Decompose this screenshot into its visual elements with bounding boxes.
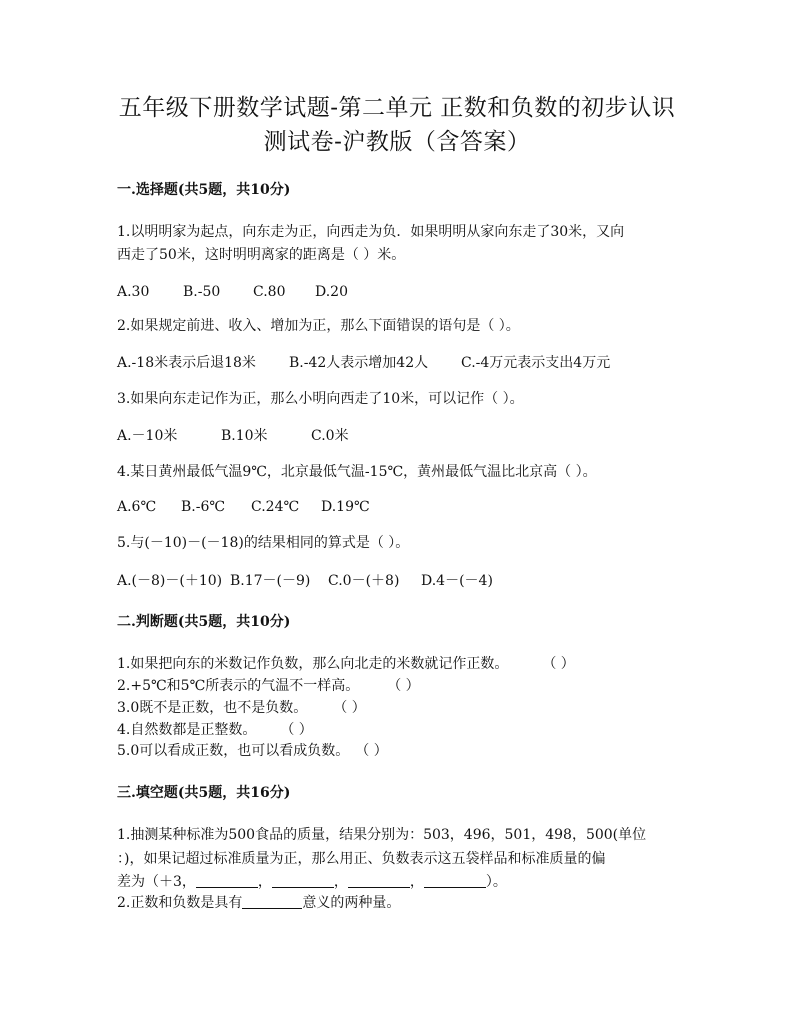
page-title-line-2: 测试卷-沪教版（含答案） [263, 129, 531, 155]
judge-q4-answer[interactable]: （ ） [280, 722, 313, 738]
option-b[interactable]: B.10米 [221, 428, 268, 444]
option-c[interactable]: C.0米 [311, 428, 349, 444]
option-b[interactable]: B.-6℃ [181, 499, 226, 515]
fill-q1-suffix: ）。 [485, 874, 507, 890]
option-c[interactable]: C.0－(＋8) [328, 573, 400, 589]
fill-q1-blank-3[interactable] [348, 873, 410, 888]
option-a[interactable]: A.6℃ [117, 499, 157, 515]
choice-q3-options [117, 426, 349, 446]
section-heading-judgement: 二.判断题(共5题，共10分) [117, 614, 291, 630]
fill-q1-blank-1[interactable] [196, 873, 258, 888]
option-a[interactable]: A.30 [117, 284, 150, 300]
option-d[interactable]: D.19℃ [321, 499, 370, 515]
judge-q5 [117, 741, 388, 761]
fill-q1-sep: ， [333, 874, 348, 890]
choice-q2-options [117, 353, 610, 373]
fill-q1-line3 [117, 872, 507, 892]
option-a[interactable]: A.－10米 [117, 428, 178, 444]
judge-q5-answer[interactable]: （ ） [355, 743, 388, 759]
fill-q1-sep: ， [257, 874, 272, 890]
choice-q3: 3.如果向东走记作为正，那么小明向西走了10米，可以记作（ ）。 [117, 391, 524, 407]
option-a[interactable]: A.(－8)－(＋10) [117, 573, 223, 589]
judge-q2 [117, 676, 420, 696]
choice-q4: 4.某日黄州最低气温9℃，北京最低气温-15℃，黄州最低气温比北京高（ ）。 [117, 464, 597, 480]
fill-q1-line2: ：)，如果记超过标准质量为正，那么用正、负数表示这五袋样品和标准质量的偏 [117, 851, 606, 867]
judge-q4 [117, 720, 313, 740]
page-title-line-1: 五年级下册数学试题-第二单元 正数和负数的初步认识 [118, 95, 676, 121]
fill-q2-suffix: 意义的两种量。 [302, 895, 401, 911]
option-c[interactable]: C.80 [253, 284, 286, 300]
fill-q1-sep: ， [409, 874, 424, 890]
fill-q1-blank-2[interactable] [272, 873, 334, 888]
choice-q4-options [117, 497, 370, 517]
section-heading-choice: 一.选择题(共5题，共10分) [117, 182, 291, 198]
judge-q1-text: 1.如果把向东的米数记作负数，那么向北走的米数就记作正数。 [117, 656, 509, 672]
judge-q4-text: 4.自然数都是正整数。 [117, 722, 257, 738]
choice-q5-options [117, 571, 493, 591]
choice-q1-line2: 西走了50米，这时明明离家的距离是（ ）米。 [117, 247, 406, 263]
option-a[interactable]: A.-18米表示后退18米 [117, 355, 256, 371]
judge-q2-text: 2.+5℃和5℃所表示的气温不一样高。 [117, 678, 360, 694]
option-b[interactable]: B.17－(－9) [230, 573, 311, 589]
fill-q1-prefix: 差为（＋3， [117, 874, 196, 890]
judge-q2-answer[interactable]: （ ） [387, 678, 420, 694]
judge-q1-answer[interactable]: （ ） [542, 656, 575, 672]
fill-q1-line1: 1.抽测某种标准为500食品的质量，结果分别为：503，496，501，498，500(单位 [117, 827, 647, 843]
choice-q1-options [117, 282, 348, 302]
judge-q3-text: 3.0既不是正数，也不是负数。 [117, 700, 308, 716]
section-heading-fill-blank: 三.填空题(共5题，共16分) [117, 785, 291, 801]
judge-q1 [117, 654, 575, 674]
fill-q2 [117, 893, 400, 913]
judge-q3 [117, 698, 366, 718]
fill-q2-prefix: 2.正数和负数是具有 [117, 895, 243, 911]
choice-q2: 2.如果规定前进、收入、增加为正，那么下面错误的语句是（ ）。 [117, 318, 520, 334]
option-c[interactable]: C.-4万元表示支出4万元 [461, 355, 611, 371]
option-b[interactable]: B.-42人表示增加42人 [289, 355, 429, 371]
option-d[interactable]: D.4－(－4) [421, 573, 493, 589]
judge-q3-answer[interactable]: （ ） [333, 700, 366, 716]
choice-q1-line1: 1.以明明家为起点，向东走为正，向西走为负．如果明明从家向东走了30米，又向 [117, 224, 625, 240]
fill-q2-blank[interactable] [242, 894, 302, 909]
option-b[interactable]: B.-50 [183, 284, 221, 300]
choice-q5: 5.与(－10)－(－18)的结果相同的算式是（ ）。 [117, 535, 410, 551]
option-c[interactable]: C.24℃ [251, 499, 300, 515]
judge-q5-text: 5.0可以看成正数，也可以看成负数。 [117, 743, 350, 759]
option-d[interactable]: D.20 [315, 284, 348, 300]
fill-q1-blank-4[interactable] [424, 873, 486, 888]
